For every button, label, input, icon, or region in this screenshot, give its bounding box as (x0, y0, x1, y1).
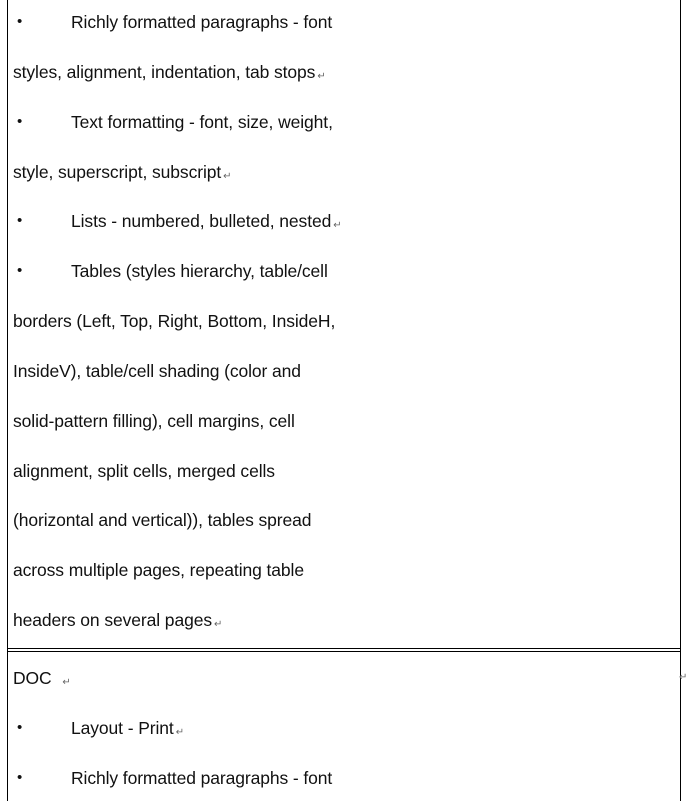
list-item-text: (horizontal and vertical)), tables spread (13, 510, 312, 530)
list-item-text: Richly formatted paragraphs - font (71, 12, 333, 32)
list-item-continuation (13, 558, 306, 582)
list-item-text: across multiple pages, repeating table (13, 560, 304, 580)
list-item-continuation (13, 608, 222, 632)
list-item-continuation (13, 359, 303, 383)
cell-heading (13, 666, 71, 690)
list-item-continuation (13, 60, 326, 84)
list-item-text: solid-pattern filling), cell margins, cell (13, 411, 295, 431)
list-item-text: Layout - Print (71, 718, 174, 738)
paragraph-mark-icon: ↵ (175, 727, 184, 738)
bullet-icon: • (17, 113, 23, 130)
list-item-continuation (13, 160, 231, 184)
list-item-text: Text formatting - font, size, weight, (71, 112, 333, 132)
list-item-continuation (13, 459, 277, 483)
paragraph-mark-icon: ↵ (62, 677, 71, 688)
bullet-icon: • (17, 262, 23, 279)
list-item-text: borders (Left, Top, Right, Bottom, InsideH, (13, 311, 336, 331)
table-cell-doc[interactable] (8, 652, 680, 801)
list-item-text: InsideV), table/cell shading (color and (13, 361, 301, 381)
doc-heading: DOC (13, 668, 52, 688)
content-table (7, 0, 681, 801)
list-item-continuation (13, 409, 297, 433)
list-item-continuation (13, 309, 337, 333)
bullet-icon: • (17, 769, 23, 786)
paragraph-mark-icon: ↵ (223, 171, 232, 182)
paragraph-mark-icon: ↵ (317, 71, 326, 82)
list-item-text: style, superscript, subscript (13, 162, 222, 182)
list-item-text: Lists - numbered, bulleted, nested (71, 211, 332, 231)
list-item-text: styles, alignment, indentation, tab stops (13, 62, 316, 82)
list-item-text: Tables (styles hierarchy, table/cell (71, 261, 328, 281)
list-item-text: alignment, split cells, merged cells (13, 461, 275, 481)
list-item-text: Richly formatted paragraphs - font (71, 768, 333, 788)
bullet-icon: • (17, 13, 23, 30)
list-item-continuation (13, 508, 313, 532)
row-end-mark-icon: ↵ (679, 672, 687, 683)
paragraph-mark-icon: ↵ (333, 220, 342, 231)
table-cell-features[interactable] (8, 0, 680, 648)
paragraph-mark-icon: ↵ (214, 619, 223, 630)
bullet-icon: • (17, 719, 23, 736)
list-item-text: headers on several pages (13, 610, 212, 630)
bullet-icon: • (17, 212, 23, 229)
